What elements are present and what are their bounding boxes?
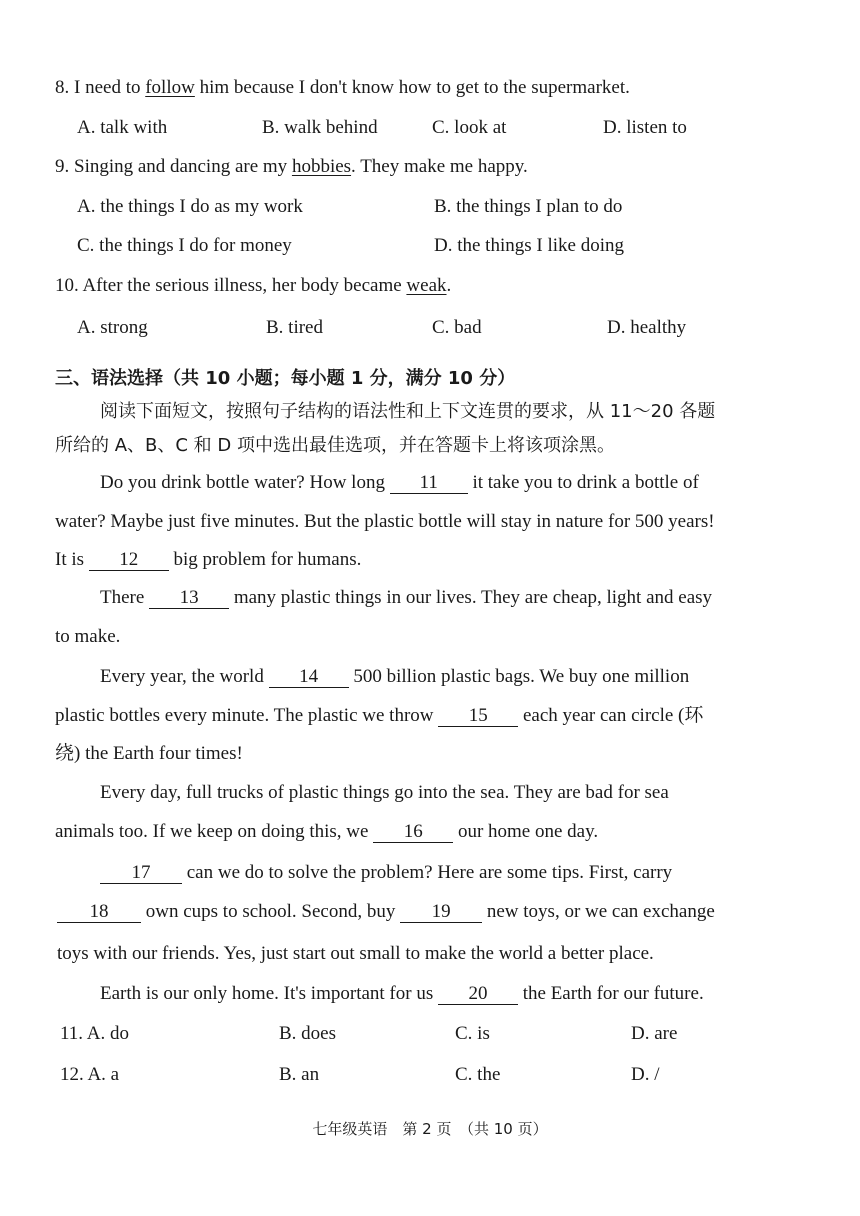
q8-option-a: A. talk with — [77, 117, 168, 138]
blank-16: 16 — [373, 822, 453, 843]
q8-option-c: C. look at — [432, 117, 507, 138]
blank-18: 18 — [57, 902, 141, 923]
q8-underlined-word: follow — [145, 77, 195, 98]
q9-option-d: D. the things I like doing — [434, 235, 624, 256]
passage-text: the Earth for our future. — [517, 983, 704, 1004]
passage-text: Every year, the world — [100, 666, 269, 687]
question-10 — [55, 274, 451, 298]
passage-text: It is — [55, 549, 89, 570]
passage-text: big problem for humans. — [168, 549, 362, 570]
q8-option-d: D. listen to — [603, 117, 687, 138]
passage-text: it take you to drink a bottle of — [467, 472, 699, 493]
blank-11: 11 — [390, 473, 468, 494]
q12-option-a: 12. A. a — [60, 1064, 120, 1085]
passage-text: own cups to school. Second, buy — [141, 901, 401, 922]
passage-text: Earth is our only home. It's important for us — [100, 983, 438, 1004]
passage-p5-line-1 — [100, 861, 672, 885]
question-9 — [55, 155, 528, 179]
q9-option-c: C. the things I do for money — [77, 235, 292, 256]
q8-text-prefix: 8. I need to — [55, 77, 146, 98]
passage-text: our home one day. — [453, 821, 599, 842]
passage-text: many plastic things in our lives. They are cheap, light and easy — [229, 587, 713, 608]
q10-option-b: B. tired — [266, 317, 323, 338]
q11-option-b: B. does — [279, 1023, 336, 1044]
section-3-heading: 三、语法选择（共 10 小题；每小题 1 分，满分 10 分） — [55, 368, 516, 389]
passage-p3-line-2 — [55, 704, 703, 728]
passage-text: plastic bottles every minute. The plastic we throw — [55, 705, 439, 726]
passage-text: Do you drink bottle water? How long — [100, 472, 390, 493]
passage-p1-line-2: water? Maybe just five minutes. But the plastic bottle will stay in nature for 500 years! — [55, 511, 715, 532]
section-3-instructions-line-1: 阅读下面短文，按照句子结构的语法性和上下文连贯的要求，从 11～20 各题 — [100, 401, 716, 422]
q11-option-d: D. are — [631, 1023, 678, 1044]
blank-14: 14 — [269, 667, 349, 688]
q9-text-prefix: 9. Singing and dancing are my — [55, 156, 292, 177]
q10-option-c: C. bad — [432, 317, 482, 338]
blank-17: 17 — [100, 863, 182, 884]
q8-text-suffix: him because I don't know how to get to the supermarket. — [194, 77, 630, 98]
blank-12: 12 — [89, 550, 169, 571]
q12-option-c: C. the — [455, 1064, 501, 1085]
q10-option-d: D. healthy — [607, 317, 687, 338]
blank-15: 15 — [438, 706, 518, 727]
q12-option-d: D. / — [631, 1064, 660, 1085]
passage-p3-line-3: 绕) the Earth four times! — [55, 743, 243, 764]
blank-20: 20 — [438, 984, 518, 1005]
blank-13: 13 — [149, 588, 229, 609]
q9-underlined-word: hobbies — [291, 156, 352, 177]
q11-option-c: C. is — [455, 1023, 490, 1044]
blank-19: 19 — [400, 902, 482, 923]
passage-text: animals too. If we keep on doing this, we — [55, 821, 374, 842]
q8-option-b: B. walk behind — [262, 117, 378, 138]
passage-text: new toys, or we can exchange — [482, 901, 715, 922]
page-footer: 七年级英语 第 2 页 （共 10 页） — [312, 1120, 548, 1138]
q10-text-prefix: 10. After the serious illness, her body became — [55, 275, 407, 296]
passage-p1-line-1 — [100, 471, 699, 495]
passage-p4-line-1: Every day, full trucks of plastic things go into the sea. They are bad for sea — [100, 782, 669, 803]
passage-p5-line-3: toys with our friends. Yes, just start out small to make the world a better place. — [57, 943, 654, 964]
passage-p3-line-1 — [100, 665, 689, 689]
q10-option-a: A. strong — [77, 317, 148, 338]
q10-underlined-word: weak — [406, 275, 447, 296]
passage-p4-line-2 — [55, 820, 598, 844]
passage-text: can we do to solve the problem? Here are some tips. First, carry — [182, 862, 673, 883]
passage-p5-line-2 — [57, 900, 715, 924]
q11-option-a: 11. A. do — [60, 1023, 129, 1044]
passage-p2-line-2: to make. — [55, 626, 121, 647]
q9-option-b: B. the things I plan to do — [434, 196, 623, 217]
passage-text: each year can circle (环 — [518, 705, 704, 726]
passage-text: 500 billion plastic bags. We buy one million — [348, 666, 690, 687]
question-8 — [55, 76, 630, 100]
passage-text: There — [100, 587, 150, 608]
q9-text-suffix: . They make me happy. — [351, 156, 528, 177]
q9-option-a: A. the things I do as my work — [77, 196, 303, 217]
passage-p2-line-1 — [100, 586, 712, 610]
passage-p6-line-1 — [100, 982, 704, 1006]
section-3-instructions-line-2: 所给的 A、B、C 和 D 项中选出最佳选项，并在答题卡上将该项涂黑。 — [55, 435, 615, 456]
q10-text-suffix: . — [446, 275, 452, 296]
passage-p1-line-3 — [55, 548, 361, 572]
q12-option-b: B. an — [279, 1064, 320, 1085]
